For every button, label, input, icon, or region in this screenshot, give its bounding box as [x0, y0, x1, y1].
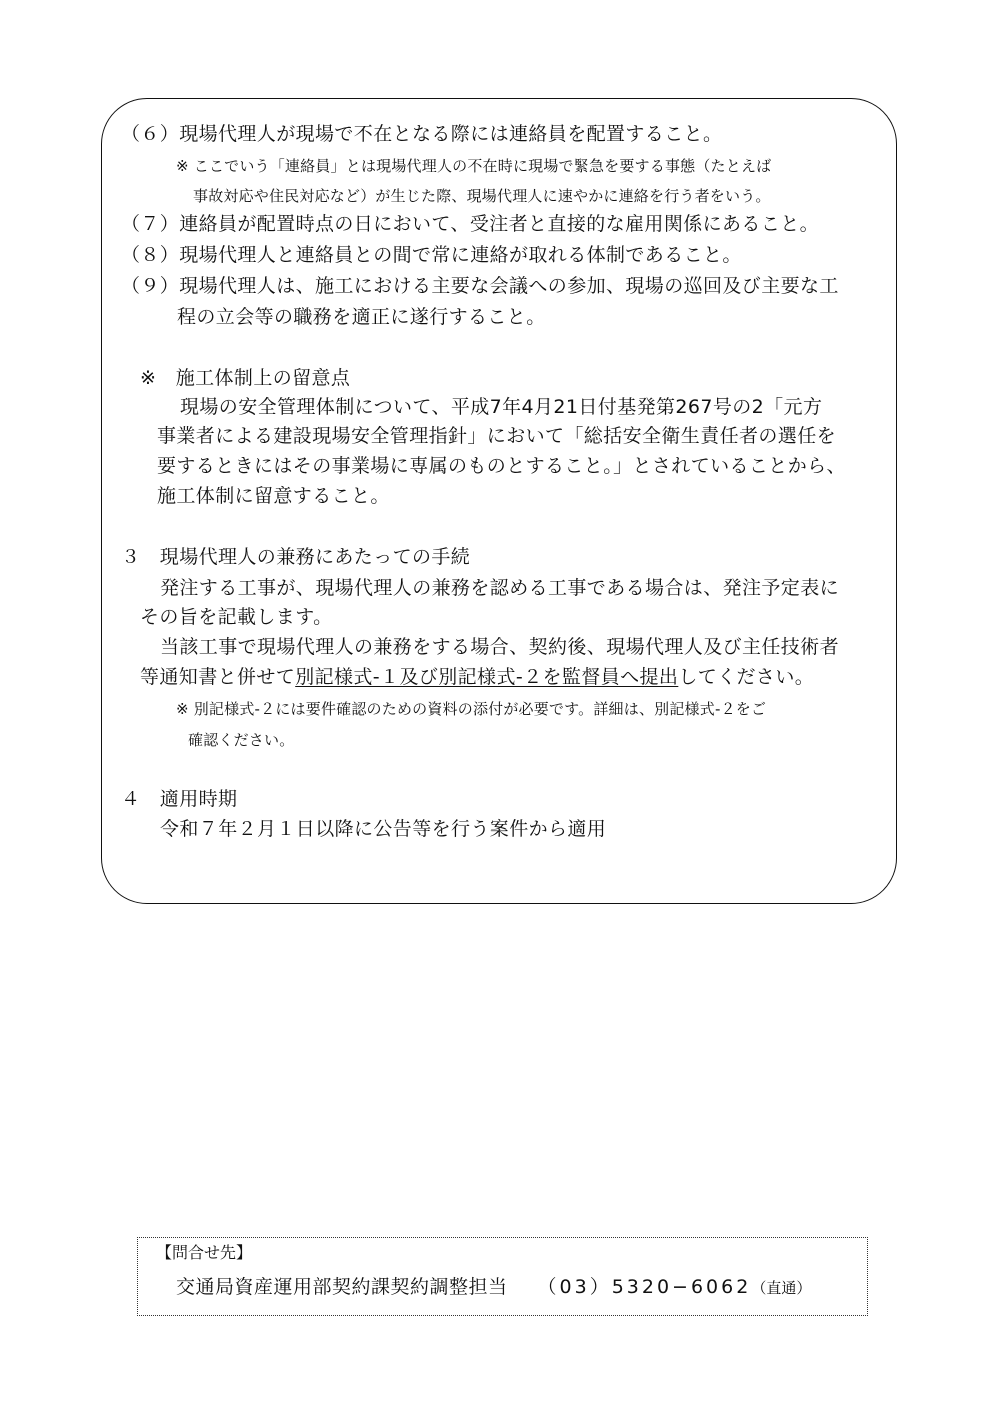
item-9-line-1: （９）現場代理人は、施工における主要な会議への参加、現場の巡回及び主要な工 — [121, 275, 839, 297]
item-6: （６）現場代理人が現場で不在となる際には連絡員を配置すること。 — [121, 123, 723, 145]
item-6-note-line-1: ※ ここでいう「連絡員」とは現場代理人の不在時に現場で緊急を要する事態（たとえば — [176, 157, 772, 175]
caution-line-3: 要するときにはその事業場に専属のものとすること。」とされていることから、 — [157, 455, 846, 477]
item-9-line-2: 程の立会等の職務を適正に遂行すること。 — [177, 306, 546, 328]
section-3-p1-line-2: その旨を記載します。 — [140, 606, 333, 628]
item-7: （７）連絡員が配置時点の日において、受注者と直接的な雇用関係にあること。 — [121, 213, 820, 235]
contact-title: 【問合せ先】 — [156, 1243, 253, 1262]
section-3-heading: ３ 現場代理人の兼務にあたっての手続 — [121, 546, 471, 568]
section-3-p2-pre: 等通知書と併せて — [140, 666, 296, 688]
contact-phone: （03）5320−6062 — [537, 1276, 752, 1298]
caution-line-4: 施工体制に留意すること。 — [157, 485, 390, 507]
item-6-note-line-2: 事故対応や住民対応など）が生じた際、現場代理人に速やかに連絡を行う者をいう。 — [193, 187, 771, 205]
section-4-body: 令和７年２月１日以降に公告等を行う案件から適用 — [160, 818, 607, 840]
section-3-p2-line-1: 当該工事で現場代理人の兼務をする場合、契約後、現場代理人及び主任技術者 — [160, 636, 840, 658]
section-3-p2-post: してください。 — [678, 666, 815, 688]
caution-heading: ※ 施工体制上の留意点 — [140, 367, 351, 389]
section-4-heading: ４ 適用時期 — [121, 788, 238, 810]
contact-line — [176, 1272, 811, 1299]
section-3-note-line-1: ※ 別記様式-２には要件確認のための資料の添付が必要です。詳細は、別記様式-２をご — [176, 700, 767, 718]
contact-department: 交通局資産運用部契約課契約調整担当 — [176, 1276, 508, 1298]
section-3-p2-line-2 — [140, 665, 814, 689]
item-8: （８）現場代理人と連絡員との間で常に連絡が取れる体制であること。 — [121, 244, 742, 266]
caution-line-2: 事業者による建設現場安全管理指針」において「総括安全衛生責任者の選任を — [157, 425, 837, 447]
contact-phone-note: （直通） — [751, 1279, 812, 1297]
section-3-forms-underlined: 別記様式-１及び別記様式-２を監督員へ提出 — [295, 666, 679, 688]
caution-line-1: 現場の安全管理体制について、平成7年4月21日付基発第267号の2「元方 — [180, 396, 823, 418]
section-3-p1-line-1: 発注する工事が、現場代理人の兼務を認める工事である場合は、発注予定表に — [160, 577, 840, 599]
section-3-note-line-2: 確認ください。 — [188, 731, 295, 749]
